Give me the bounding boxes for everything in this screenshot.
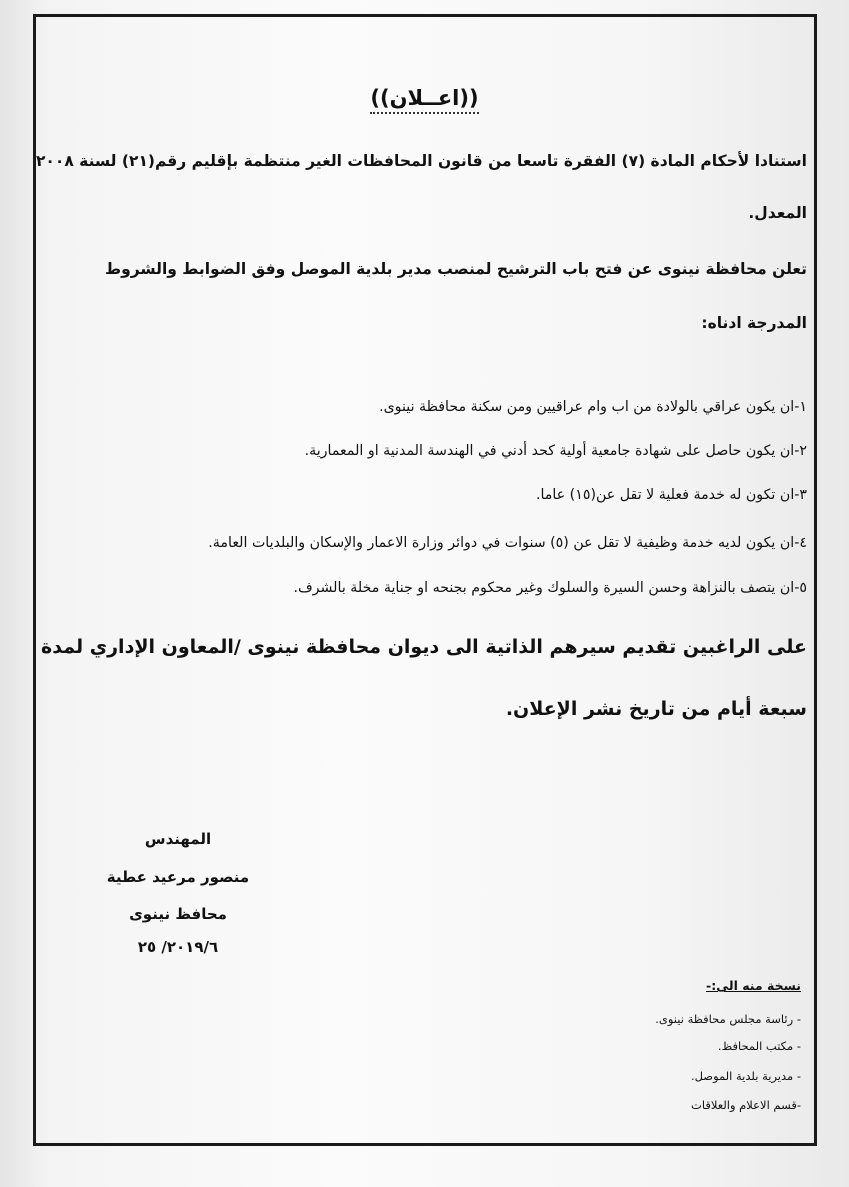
intro-line: المعدل. [748, 204, 807, 222]
announcement-title-text: ((اعــلان)) [370, 86, 478, 114]
condition-item: ١-ان يكون عراقي بالولادة من اب وام عراقيين ومن سكنة محافظة نينوى. [379, 399, 807, 415]
signatory-name: منصور مرعيد عطية [106, 868, 250, 886]
signature-date: ٢٠١٩/٦/ ٢٥ [137, 938, 219, 956]
copy-recipient: - مديرية بلدية الموصل. [690, 1069, 801, 1083]
intro-line: تعلن محافظة نينوى عن فتح باب الترشيح لمنصب مدير بلدية الموصل وفق الضوابط والشروط [104, 260, 807, 278]
condition-item: ٣-ان تكون له خدمة فعلية لا تقل عن(١٥) عاما. [535, 487, 807, 503]
condition-item: ٢-ان يكون حاصل على شهادة جامعية أولية كحد أدني في الهندسة المدنية او المعمارية. [304, 443, 807, 459]
copy-recipient: - رئاسة مجلس محافظة نينوى. [655, 1012, 801, 1026]
intro-line: استنادا لأحكام المادة (٧) الفقرة تاسعا من قانون المحافظات الغير منتظمة بإقليم رقم(٢١) لسنة ٢٠٠٨ [35, 152, 807, 170]
copy-recipient: - مكتب المحافظ. [717, 1039, 801, 1053]
signatory-role: المهندس [144, 830, 212, 848]
application-line: سبعة أيام من تاريخ نشر الإعلان. [505, 698, 807, 720]
application-line: على الراغبين تقديم سيرهم الذاتية الى ديوان محافظة نينوى /المعاون الإداري لمدة [41, 636, 807, 658]
intro-line: المدرجة ادناه: [701, 314, 807, 332]
copy-recipient: -قسم الاعلام والعلاقات [691, 1098, 801, 1112]
signatory-position: محافظ نينوى [129, 905, 227, 923]
announcement-title [0, 86, 849, 110]
copies-heading: نسخة منه الى:- [706, 978, 801, 993]
condition-item: ٥-ان يتصف بالنزاهة وحسن السيرة والسلوك وغير محكوم بجنحه او جناية مخلة بالشرف. [293, 580, 807, 596]
condition-item: ٤-ان يكون لديه خدمة وظيفية لا تقل عن (٥) سنوات في دوائر وزارة الاعمار والإسكان والبلديات العامة. [208, 535, 807, 551]
